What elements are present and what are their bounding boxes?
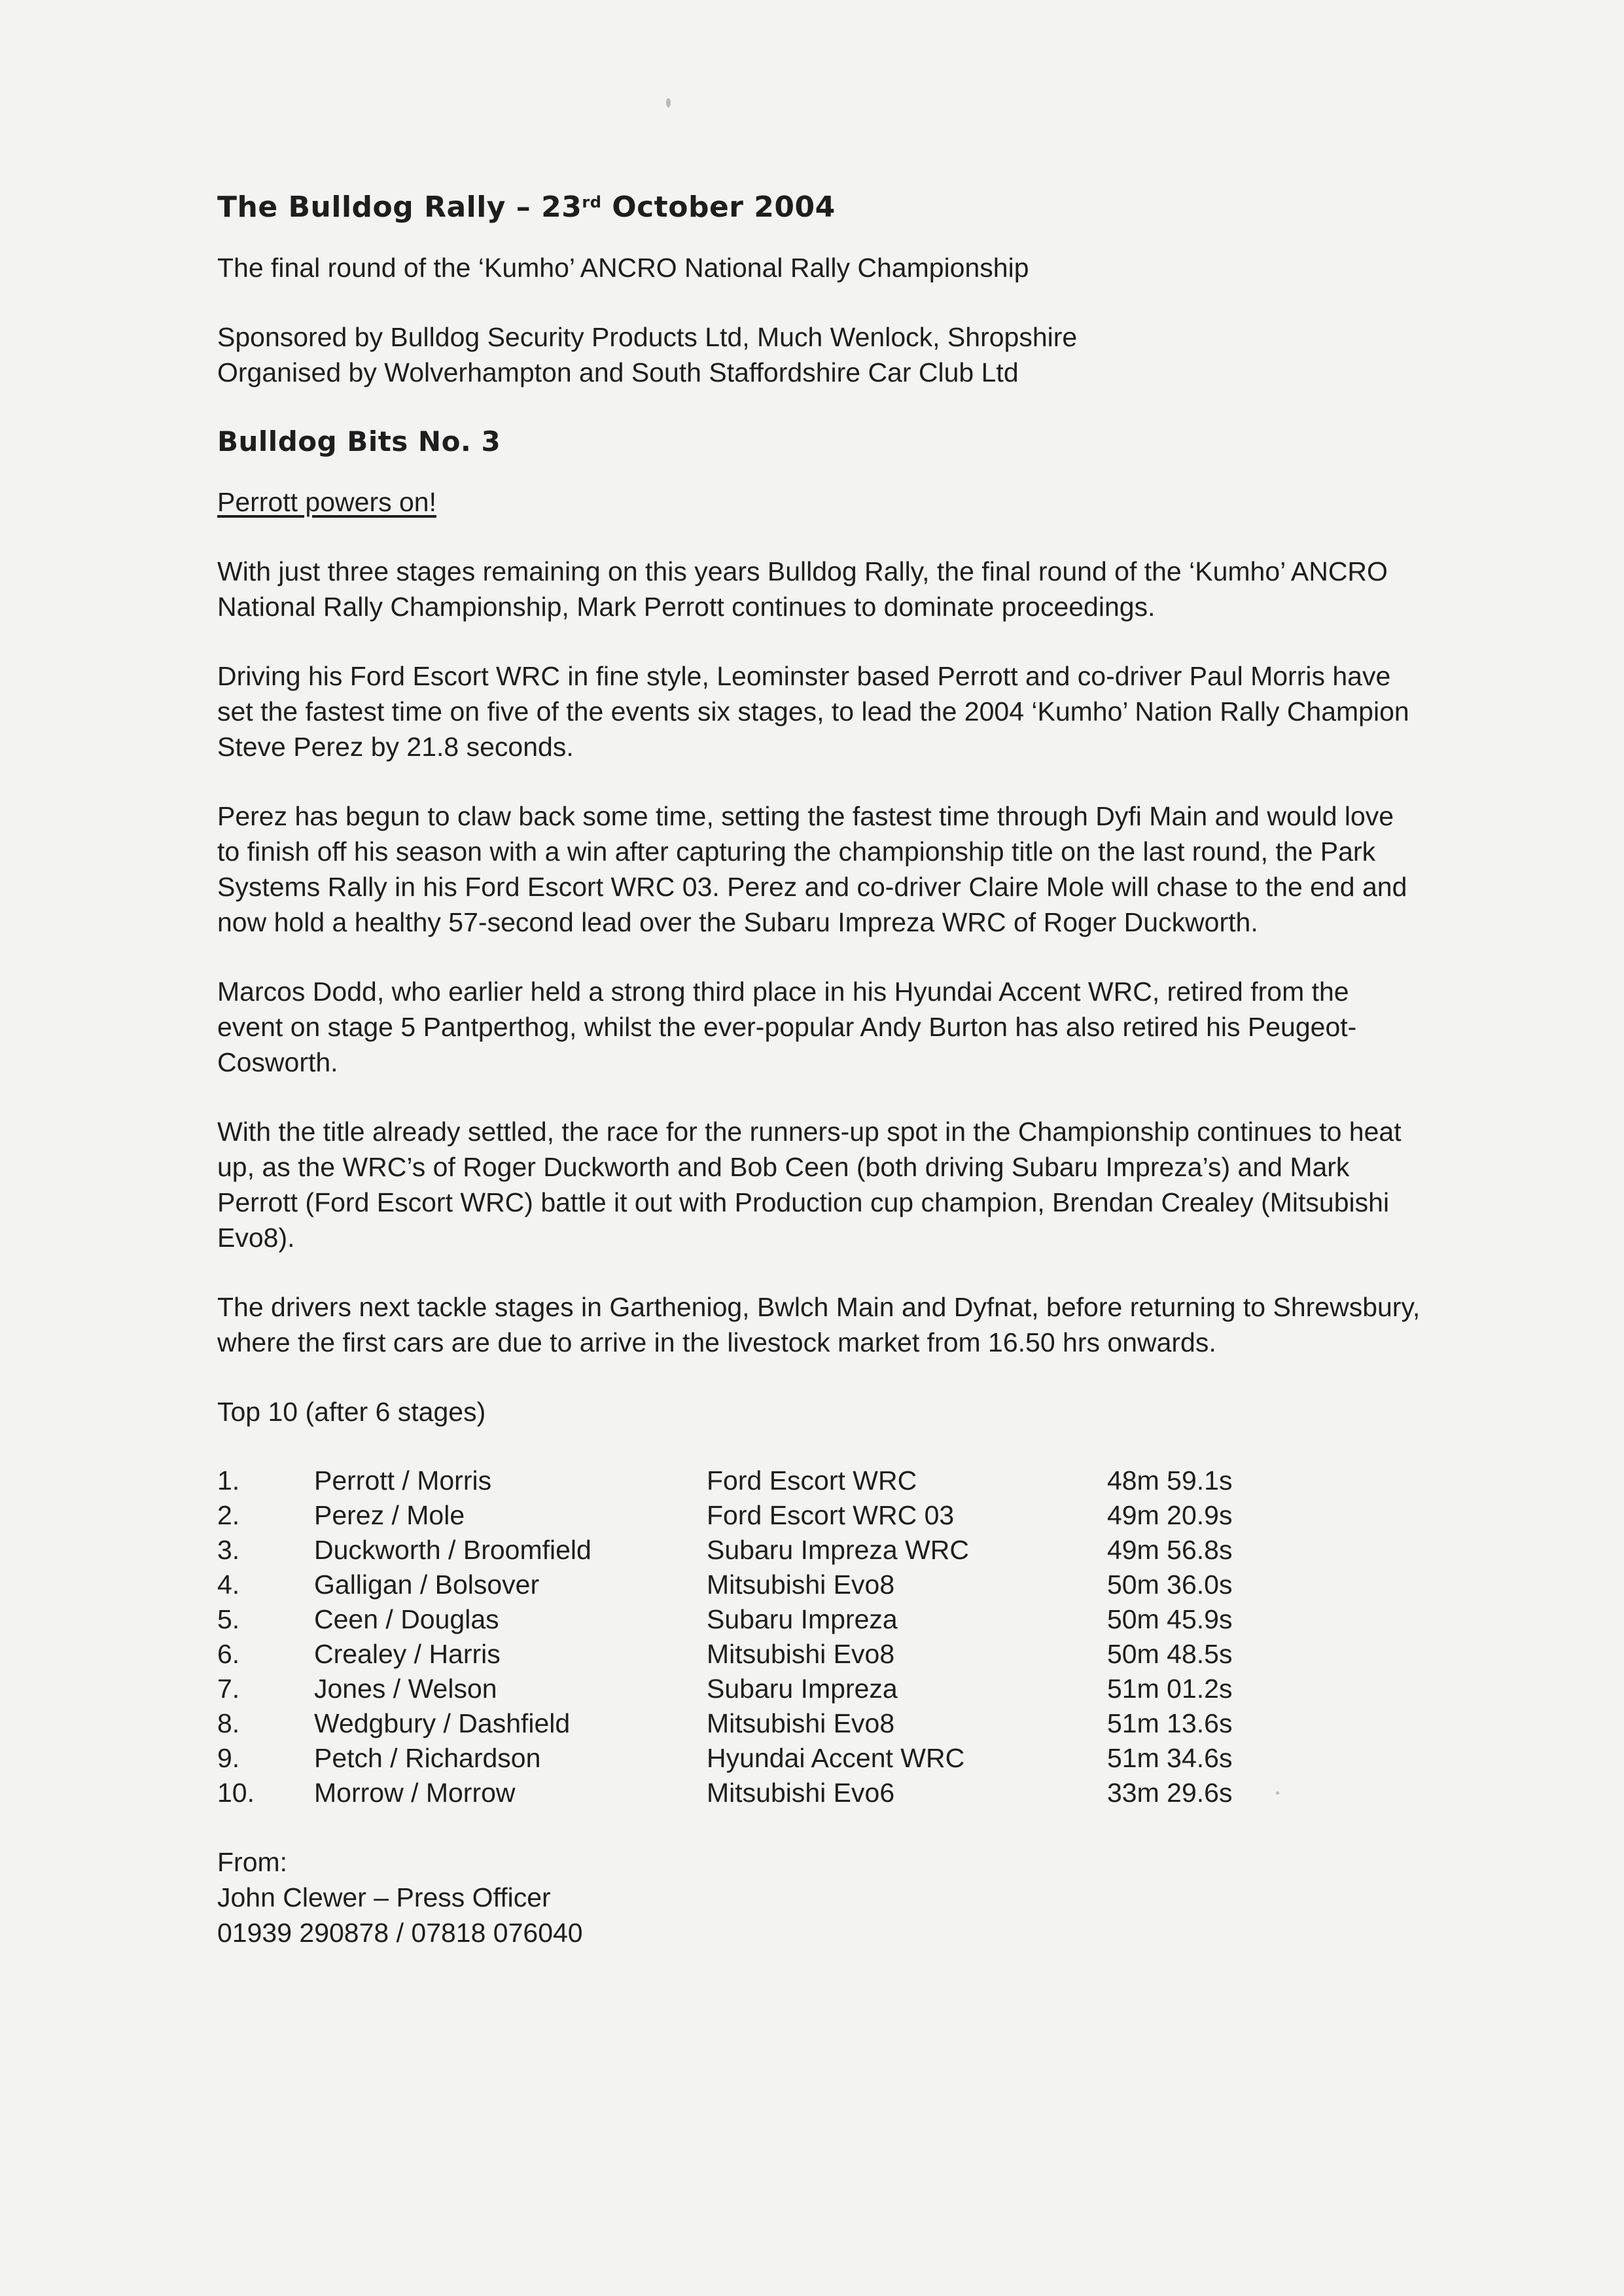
from-label: From: [217,1847,288,1877]
car: Mitsubishi Evo8 [707,1639,895,1669]
crew: Morrow / Morrow [314,1778,516,1808]
organiser-line: Organised by Wolverhampton and South Staffordshire Car Club Ltd [217,357,1019,387]
car: Ford Escort WRC 03 [707,1500,955,1530]
position: 7. [217,1674,240,1704]
document-body [217,190,1421,1950]
time: 33m 29.6s [1107,1778,1233,1808]
time: 51m 01.2s [1107,1674,1233,1704]
title-text-end: October 2004 [601,190,836,224]
table-row [217,1672,1421,1706]
time: 48m 59.1s [1107,1465,1233,1496]
subheading-text: Perrott powers on! [217,487,436,517]
crew: Petch / Richardson [314,1743,541,1773]
table-row [217,1776,1421,1810]
subtitle: The final round of the ‘Kumho’ ANCRO National Rally Championship [217,253,1029,283]
paragraph: With the title already settled, the race for the runners-up spot in the Championship continues to heat up, as the WRC’s of Roger Duckworth and Bob Ceen (both driving Subaru Impreza’s) and Mark Perrott (Ford Escort WRC) battle it out with Production cup champion, Brendan Crealey (Mitsubishi Evo8). [217,1117,1402,1253]
table-row [217,1533,1421,1568]
position: 2. [217,1500,240,1530]
time: 50m 48.5s [1107,1639,1233,1669]
section-heading: Bulldog Bits No. 3 [217,425,501,457]
paragraph: Driving his Ford Escort WRC in fine style, Leominster based Perrott and co-driver Paul Morris have set the fastest time on five of the events six stages, to lead the 2004 ‘Kumho’ Nation Rally Champion Steve Perez by 21.8 seconds. [217,661,1409,762]
table-row [217,1706,1421,1741]
position: 6. [217,1639,240,1669]
sponsor-block [217,319,1421,390]
contact-name: John Clewer – Press Officer [217,1882,551,1912]
table-row [217,1741,1421,1776]
scan-speck [666,98,671,107]
paragraph: Marcos Dodd, who earlier held a strong third place in his Hyundai Accent WRC, retired from the event on stage 5 Pantperthog, whilst the ever-popular Andy Burton has also retired his Peugeot-Cosworth. [217,977,1357,1077]
position: 5. [217,1604,240,1634]
table-row [217,1637,1421,1672]
sponsor-line: Sponsored by Bulldog Security Products Ltd, Much Wenlock, Shropshire [217,322,1078,352]
crew: Crealey / Harris [314,1639,501,1669]
contact-phone: 01939 290878 / 07818 076040 [217,1918,583,1948]
time: 49m 20.9s [1107,1500,1233,1530]
position: 4. [217,1570,240,1600]
car: Subaru Impreza [707,1674,898,1704]
position: 9. [217,1743,240,1773]
crew: Ceen / Douglas [314,1604,499,1634]
table-row [217,1602,1421,1637]
table-row [217,1498,1421,1533]
contact-block [217,1844,1421,1950]
crew: Wedgbury / Dashfield [314,1708,571,1738]
crew: Duckworth / Broomfield [314,1535,591,1565]
car: Subaru Impreza WRC [707,1535,970,1565]
article-paragraphs [217,554,1421,1360]
results-table [217,1463,1421,1810]
results-title: Top 10 (after 6 stages) [217,1397,486,1427]
paragraph: With just three stages remaining on this years Bulldog Rally, the final round of the ‘Kumho’ ANCRO National Rally Championship, Mark Perrott continues to dominate proceedings. [217,556,1388,622]
car: Ford Escort WRC [707,1465,917,1496]
crew: Jones / Welson [314,1674,497,1704]
time: 50m 45.9s [1107,1604,1233,1634]
car: Subaru Impreza [707,1604,898,1634]
title-ordinal: rd [582,193,602,211]
crew: Galligan / Bolsover [314,1570,540,1600]
paragraph: The drivers next tackle stages in Gartheniog, Bwlch Main and Dyfnat, before returning to Shrewsbury, where the first cars are due to arrive in the livestock market from 16.50 hrs onwards. [217,1292,1421,1357]
car: Mitsubishi Evo6 [707,1778,895,1808]
crew: Perrott / Morris [314,1465,492,1496]
time: 49m 56.8s [1107,1535,1233,1565]
time: 51m 34.6s [1107,1743,1233,1773]
time: 50m 36.0s [1107,1570,1233,1600]
table-row [217,1463,1421,1498]
position: 10. [217,1778,255,1808]
position: 3. [217,1535,240,1565]
position: 8. [217,1708,240,1738]
table-row [217,1568,1421,1602]
paragraph: Perez has begun to claw back some time, setting the fastest time through Dyfi Main and would love to finish off his season with a win after capturing the championship title on the last round, the Park Systems Rally in his Ford Escort WRC 03. Perez and co-driver Claire Mole will chase to the end and now hold a healthy 57-second lead over the Subaru Impreza WRC of Roger Duckworth. [217,801,1407,937]
page-title [217,190,1421,225]
position: 1. [217,1465,240,1496]
car: Mitsubishi Evo8 [707,1570,895,1600]
time: 51m 13.6s [1107,1708,1233,1738]
article-subheading [217,484,1421,520]
crew: Perez / Mole [314,1500,465,1530]
car: Hyundai Accent WRC [707,1743,965,1773]
car: Mitsubishi Evo8 [707,1708,895,1738]
title-text: The Bulldog Rally – 23 [217,190,582,224]
